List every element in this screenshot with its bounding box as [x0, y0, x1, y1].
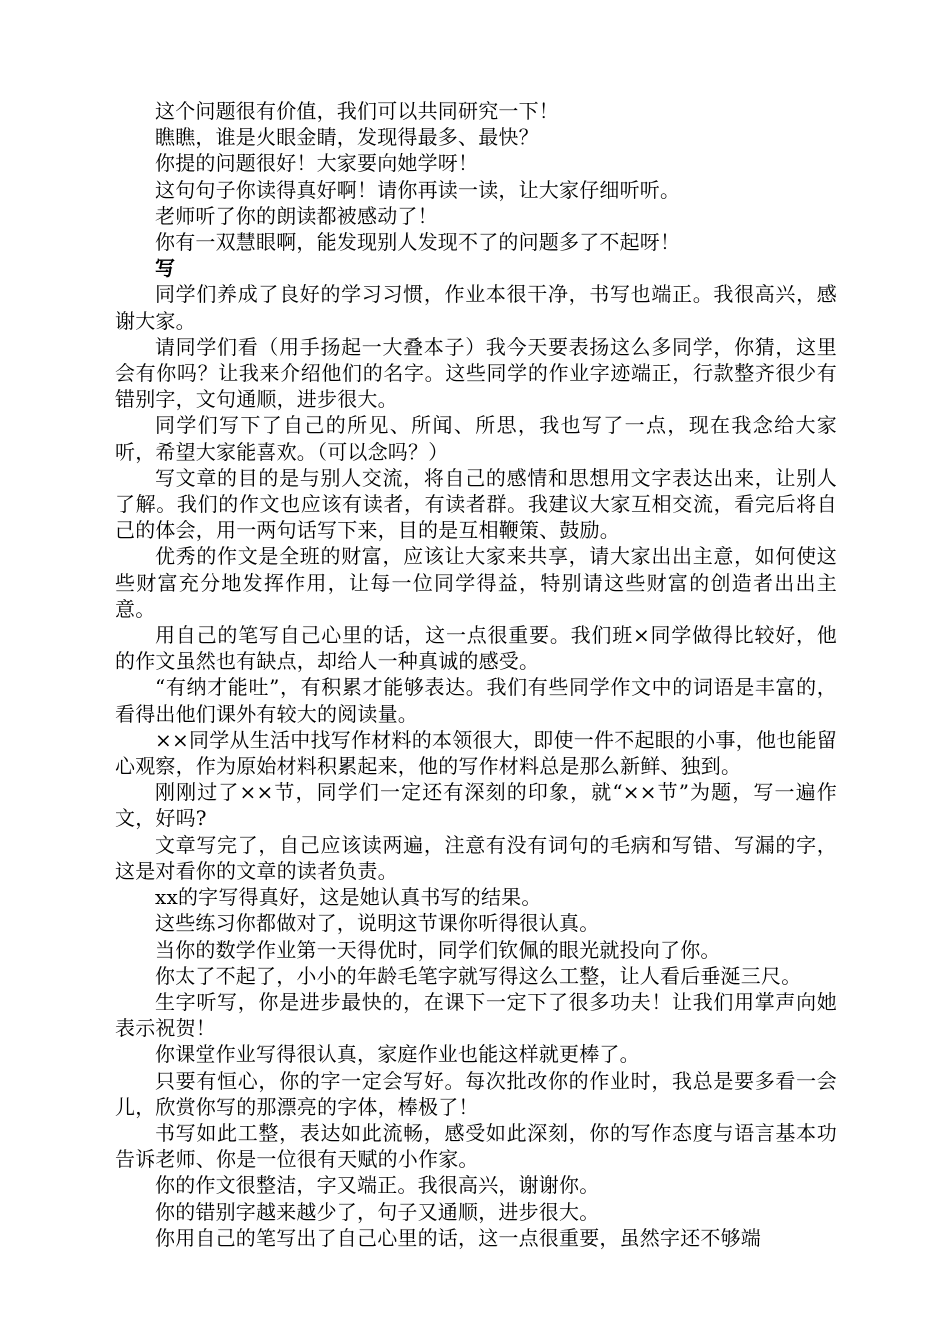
paragraph: 同学们养成了良好的学习习惯，作业本很干净，书写也端正。我很高兴，感谢大家。: [115, 282, 837, 333]
document-body: [115, 98, 837, 1251]
paragraph: 只要有恒心，你的字一定会写好。每次批改你的作业时，我总是要多看一会儿，欣赏你写的那漂亮的字体，棒极了！: [115, 1068, 837, 1119]
paragraph: 书写如此工整，表达如此流畅，感受如此深刻，你的写作态度与语言基本功告诉老师、你是一位很有天赋的小作家。: [115, 1120, 837, 1172]
paragraph: 生字听写，你是进步最快的，在课下一定下了很多功夫！让我们用掌声向她表示祝贺！: [115, 989, 837, 1041]
paragraph: xx的字写得真好，这是她认真书写的结果。: [155, 885, 542, 910]
paragraph: 写文章的目的是与别人交流，将自己的感情和思想用文字表达出来，让别人了解。我们的作文也应该有读者，有读者群。我建议大家互相交流，看完后将自己的体会，用一两句话写下来，目的是互相鞭策、鼓励。: [115, 465, 837, 543]
paragraph: 刚刚过了××节，同学们一定还有深刻的印象，就“××节”为题，写一遍作文，好吗?: [115, 780, 837, 831]
paragraph: 你太了不起了，小小的年龄毛笔字就写得这么工整，让人看后垂涎三尺。: [155, 963, 802, 988]
paragraph: 你提的问题很好！大家要向她学呀！: [155, 151, 479, 176]
paragraph: 当你的数学作业第一天得优时，同学们钦佩的眼光就投向了你。: [155, 937, 721, 962]
paragraph: “有纳才能吐”，有积累才能够表达。我们有些同学作文中的词语是丰富的，看得出他们课外有较大的阅读量。: [115, 675, 837, 726]
paragraph: ××同学从生活中找写作材料的本领很大，即使一件不起眼的小事，他也能留心观察，作为原始材料积累起来，他的写作材料总是那么新鲜、独到。: [115, 727, 837, 779]
paragraph: 优秀的作文是全班的财富，应该让大家来共享，请大家出出主意，如何使这些财富充分地发挥作用，让每一位同学得益，特别请这些财富的创造者出出主意。: [115, 544, 837, 621]
paragraph: 这些练习你都做对了，说明这节课你听得很认真。: [155, 911, 600, 936]
paragraph: 同学们写下了自己的所见、所闻、所思，我也写了一点，现在我念给大家听，希望大家能喜欢。（可以念吗？）: [115, 413, 837, 464]
paragraph: 这句句子你读得真好啊！请你再读一读，让大家仔细听听。: [155, 177, 681, 202]
paragraph: 老师听了你的朗读都被感动了！: [155, 203, 438, 228]
paragraph: 你有一双慧眼啊，能发现别人发现不了的问题多了不起呀！: [155, 230, 681, 255]
paragraph: 你的错别字越来越少了，句子又通顺，进步很大。: [155, 1199, 600, 1224]
paragraph: 你课堂作业写得很认真，家庭作业也能这样就更棒了。: [155, 1042, 640, 1067]
paragraph: 瞧瞧，谁是火眼金睛，发现得最多、最快？: [155, 125, 539, 150]
paragraph: 文章写完了，自己应该读两遍，注意有没有词句的毛病和写错、写漏的字，这是对看你的文章的读者负责。: [115, 832, 837, 883]
paragraph: 这个问题很有价值，我们可以共同研究一下！: [155, 99, 559, 123]
paragraph: 用自己的笔写自己心里的话，这一点很重要。我们班×同学做得比较好，他的作文虽然也有缺点，却给人一种真诚的感受。: [115, 623, 837, 674]
paragraph: 你用自己的笔写出了自己心里的话，这一点很重要，虽然字还不够端: [155, 1225, 761, 1250]
paragraph: 你的作文很整洁，字又端正。我很高兴，谢谢你。: [155, 1173, 600, 1198]
paragraph: 请同学们看（用手扬起一大叠本子）我今天要表扬这么多同学，你猜，这里会有你吗？让我来介绍他们的名字。这些同学的作业字迹端正，行款整齐很少有错别字，文句通顺，进步很大。: [115, 334, 837, 412]
section-heading: 写: [155, 256, 175, 281]
